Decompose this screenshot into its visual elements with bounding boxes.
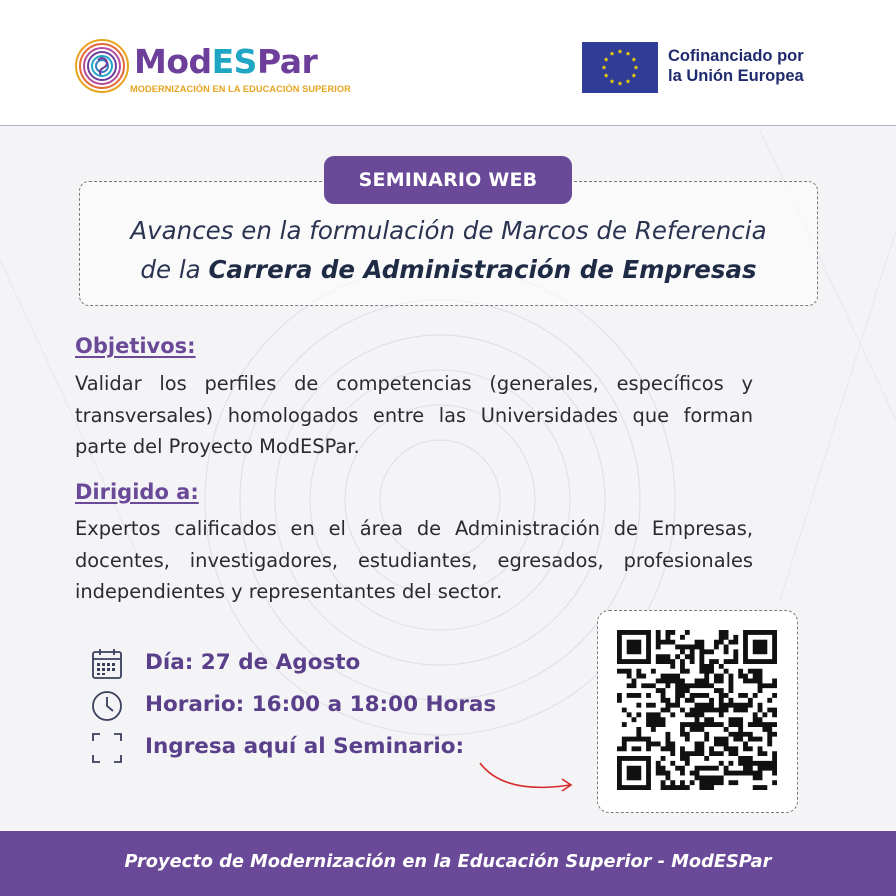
time-text: Horario: 16:00 a 18:00 Horas (145, 692, 497, 717)
dirigido-body: Expertos calificados en el área de Administración de Empresas, docentes, investigadores, estudiantes, egresados, profesionales independientes y representantes del sector. (75, 517, 753, 603)
modespar-logo-icon (74, 38, 130, 94)
eu-text-line2: la Unión Europea (668, 67, 804, 85)
calendar-icon (89, 646, 125, 682)
date-text: Día: 27 de Agosto (145, 650, 361, 675)
eu-flag-icon (582, 42, 658, 93)
title-line-2-prefix: de la (140, 255, 209, 284)
eu-cofinancing-text (668, 46, 804, 86)
arrow-to-qr-icon (474, 755, 584, 800)
logo-par: Par (256, 42, 318, 81)
seminar-link-text[interactable]: Ingresa aquí al Seminario: (145, 734, 465, 759)
clock-icon (89, 688, 125, 724)
eu-text-line1: Cofinanciado por (668, 47, 804, 65)
footer-text: Proyecto de Modernización en la Educación Superior - ModESPar (124, 851, 772, 872)
modespar-logo-text (134, 42, 317, 82)
title-line-2 (79, 255, 818, 284)
scan-frame-icon (89, 730, 125, 766)
logo-tagline: MODERNIZACIÓN EN LA EDUCACIÓN SUPERIOR (130, 84, 351, 94)
objetivos-heading: Objetivos: (75, 334, 196, 358)
seminar-badge: SEMINARIO WEB (324, 156, 572, 204)
title-line-2-bold: Carrera de Administración de Empresas (208, 255, 757, 284)
logo-mod: Mod (134, 42, 212, 81)
qr-code-icon[interactable] (617, 630, 777, 790)
title-line-1: Avances en la formulación de Marcos de Referencia (130, 216, 767, 245)
dirigido-heading: Dirigido a: (75, 480, 199, 504)
objetivos-body: Validar los perfiles de competencias (generales, específicos y transversales) homologados entre las Universidades que forman parte del Proyecto ModESPar. (75, 372, 753, 458)
logo-es: ES (211, 42, 257, 81)
